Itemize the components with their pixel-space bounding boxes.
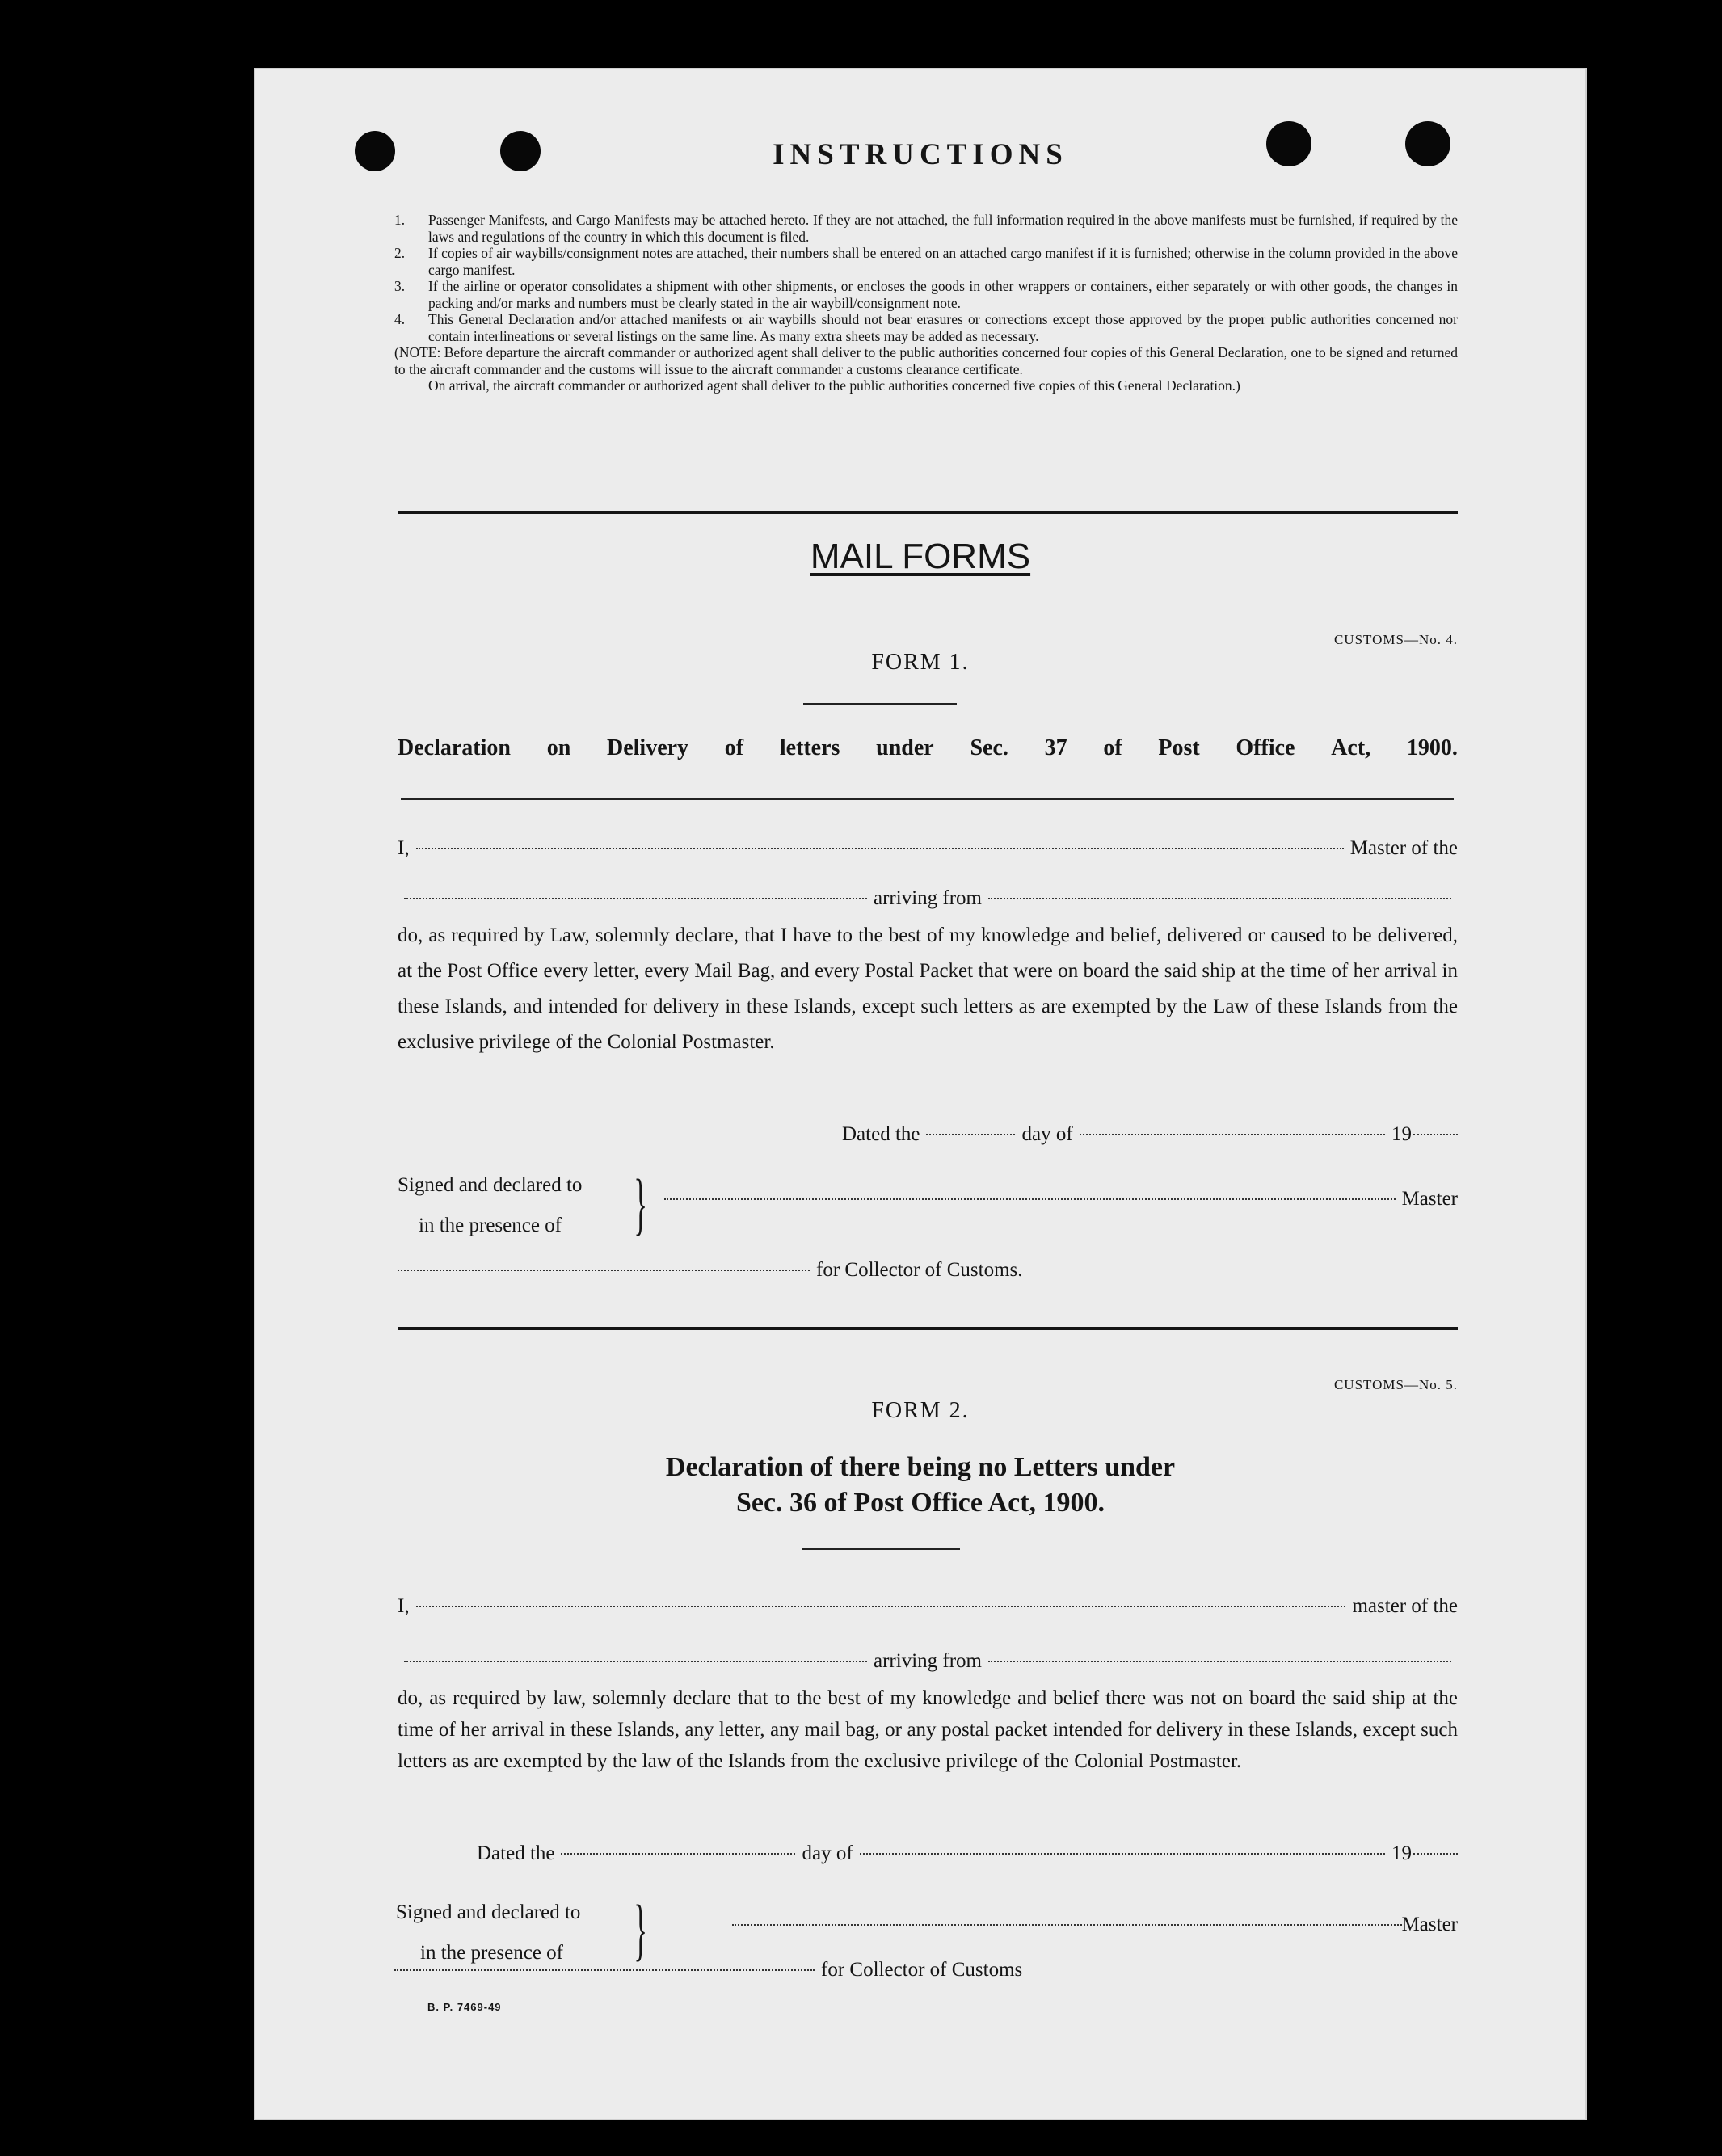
instruction-text: If the airline or operator consolidates a shipment with other shipments, or encloses the goods in other wrappers or containers, either separately or with other goods, the changes in packing and/or marks and numbers must be clearly stated in the air waybill/consignment note. bbox=[428, 278, 1458, 311]
form2-master-sign-line bbox=[726, 1914, 1458, 1936]
mail-forms-title: MAIL FORMS bbox=[810, 537, 1031, 576]
form1-heading-word: 1900. bbox=[1406, 735, 1458, 760]
instructions-note-departure: (NOTE: Before departure the aircraft commander or authorized agent shall deliver to the public authorities concerned four copies of this General Declaration, one to be signed and returned to the aircraft commander and the customs will issue to the aircraft commander a customs clearance certificate. bbox=[394, 344, 1458, 377]
form2-year-prefix: 19 bbox=[1391, 1842, 1412, 1864]
instruction-item bbox=[394, 212, 1458, 245]
form1-heading-word: Post bbox=[1158, 735, 1200, 760]
form1-master-sign-line bbox=[658, 1188, 1458, 1211]
instructions-list bbox=[394, 212, 1458, 394]
form1-heading-word: under bbox=[876, 735, 934, 760]
form2-dated-the-label: Dated the bbox=[477, 1842, 555, 1864]
form1-heading-word: on bbox=[546, 735, 571, 760]
form1-heading-word: of bbox=[724, 735, 744, 760]
form-divider bbox=[398, 1327, 1458, 1330]
form2-for-collector-label: for Collector of Customs bbox=[821, 1959, 1023, 1981]
form2-collector-line bbox=[394, 1959, 1170, 1981]
form1-signed-label bbox=[398, 1165, 582, 1246]
instructions-note-arrival: On arrival, the aircraft commander or authorized agent shall deliver to the public authorities concerned five copies of this General Declaration.) bbox=[428, 377, 1240, 394]
form2-arriving-from-label: arriving from bbox=[874, 1650, 982, 1672]
form1-year-prefix: 19 bbox=[1391, 1123, 1412, 1145]
form1-customs-number: CUSTOMS—No. 4. bbox=[1333, 632, 1458, 647]
form2-day-field[interactable] bbox=[561, 1853, 795, 1855]
instruction-text: If copies of air waybills/consignment notes are attached, their numbers shall be entered on an attached cargo manifest if it is furnished; otherwise in the column provided in the above cargo manifest. bbox=[428, 245, 1458, 278]
instruction-number: 1. bbox=[394, 212, 406, 228]
form2-date-line bbox=[477, 1842, 1458, 1865]
form2-signed-line1: Signed and declared to bbox=[396, 1901, 581, 1923]
form1-year-field[interactable] bbox=[1413, 1134, 1458, 1135]
form1-signed-line2: in the presence of bbox=[419, 1215, 562, 1236]
instruction-number: 4. bbox=[394, 311, 406, 327]
form1-heading-word: of bbox=[1103, 735, 1122, 760]
form2-master-of-the-label: master of the bbox=[1352, 1595, 1458, 1617]
form2-master-signature-field[interactable] bbox=[732, 1924, 1402, 1926]
form1-heading-underline bbox=[401, 798, 1454, 800]
form2-brace: } bbox=[634, 1890, 647, 1968]
form2-declaration-text: do, as required by law, solemnly declare that to the best of my knowledge and belief there was not on board the said ship at the time of her arrival in these Islands, any letter, any mail bag, or any postal packet intended for delivery in these Islands, except such letters as are exempted by the law of the Islands from the exclusive privilege of the Colonial Postmaster. bbox=[398, 1687, 1458, 1772]
form1-title: FORM 1. bbox=[871, 650, 970, 675]
form1-date-line bbox=[842, 1123, 1458, 1146]
form1-name-field[interactable] bbox=[416, 848, 1344, 849]
section-divider bbox=[398, 511, 1458, 514]
form1-heading-word: letters bbox=[779, 735, 840, 760]
form2-day-of-label: day of bbox=[802, 1842, 853, 1864]
form2-ship-field[interactable] bbox=[404, 1661, 867, 1662]
form1-arriving-line bbox=[398, 887, 1458, 910]
form1-i-label: I, bbox=[398, 837, 410, 859]
form2-heading-line2: Sec. 36 of Post Office Act, 1900. bbox=[735, 1488, 1105, 1518]
form1-day-of-label: day of bbox=[1021, 1123, 1073, 1145]
form2-master-label: Master bbox=[1401, 1914, 1458, 1935]
instruction-item bbox=[394, 278, 1458, 311]
form1-ship-field[interactable] bbox=[404, 898, 867, 899]
form1-heading-word: 37 bbox=[1044, 735, 1067, 760]
form1-heading-word: Sec. bbox=[970, 735, 1008, 760]
print-code: B. P. 7469-49 bbox=[427, 2001, 502, 2013]
form1-collector-field[interactable] bbox=[398, 1270, 810, 1271]
instruction-text: This General Declaration and/or attached manifests or air waybills should not bear erasures or corrections except those approved by the proper public authorities concerned nor contain interlineations or several listings on the same line. As many extra sheets may be added as necessary. bbox=[428, 311, 1458, 344]
form2-heading-line1: Declaration of there being no Letters under bbox=[665, 1452, 1176, 1482]
form1-master-of-the-label: Master of the bbox=[1349, 837, 1458, 859]
form1-day-field[interactable] bbox=[926, 1134, 1015, 1135]
form1-master-label: Master bbox=[1401, 1188, 1458, 1210]
instructions-title: INSTRUCTIONS bbox=[773, 138, 1068, 171]
form2-month-field[interactable] bbox=[860, 1853, 1385, 1855]
form1-heading-word: Office bbox=[1236, 735, 1295, 760]
form1-heading bbox=[398, 735, 1458, 761]
form2-collector-field[interactable] bbox=[394, 1969, 815, 1971]
form2-title: FORM 2. bbox=[871, 1398, 970, 1423]
form2-year-field[interactable] bbox=[1413, 1853, 1458, 1855]
form1-arriving-from-label: arriving from bbox=[874, 887, 982, 909]
form2-master-line bbox=[398, 1595, 1458, 1618]
form1-dated-the-label: Dated the bbox=[842, 1123, 920, 1145]
form2-arriving-line bbox=[398, 1650, 1458, 1673]
form1-heading-word: Delivery bbox=[606, 735, 689, 760]
form1-origin-field[interactable] bbox=[988, 898, 1451, 899]
form1-heading-word: Declaration bbox=[398, 735, 511, 760]
instruction-number: 2. bbox=[394, 245, 406, 261]
form1-declaration-text: do, as required by Law, solemnly declare, that I have to the best of my knowledge and belief, delivered or caused to be delivered, at the Post Office every letter, every Mail Bag, and every Postal Packet that were on board the said ship at the time of her arrival in these Islands, and intended for delivery in these Islands, except such letters as are exempted by the Law of these Islands from the exclusive privilege of the Colonial Postmaster. bbox=[398, 924, 1458, 1053]
form1-heading-word: Act, bbox=[1331, 735, 1371, 760]
form1-brace: } bbox=[634, 1164, 647, 1242]
instruction-item bbox=[394, 245, 1458, 278]
form2-signed-line2: in the presence of bbox=[420, 1942, 564, 1964]
instruction-number: 3. bbox=[394, 278, 406, 294]
form1-signed-line1: Signed and declared to bbox=[398, 1174, 583, 1196]
document-page bbox=[254, 68, 1587, 2120]
form2-customs-number: CUSTOMS—No. 5. bbox=[1333, 1377, 1458, 1392]
form2-origin-field[interactable] bbox=[988, 1661, 1451, 1662]
form1-month-field[interactable] bbox=[1080, 1134, 1385, 1135]
form1-master-line bbox=[398, 837, 1458, 860]
form2-i-label: I, bbox=[398, 1595, 410, 1617]
form1-title-underline bbox=[803, 703, 957, 705]
instruction-text: Passenger Manifests, and Cargo Manifests may be attached hereto. If they are not attached, the full information required in the above manifests must be furnished, if required by the laws and regulations of the country in which this document is filed. bbox=[428, 212, 1458, 245]
form1-master-signature-field[interactable] bbox=[664, 1198, 1396, 1200]
form2-heading bbox=[254, 1450, 1587, 1521]
instruction-item bbox=[394, 311, 1458, 344]
form1-collector-line bbox=[398, 1259, 1173, 1282]
form2-name-field[interactable] bbox=[416, 1606, 1346, 1607]
form2-heading-underline bbox=[802, 1548, 960, 1550]
form1-for-collector-label: for Collector of Customs. bbox=[816, 1259, 1023, 1281]
